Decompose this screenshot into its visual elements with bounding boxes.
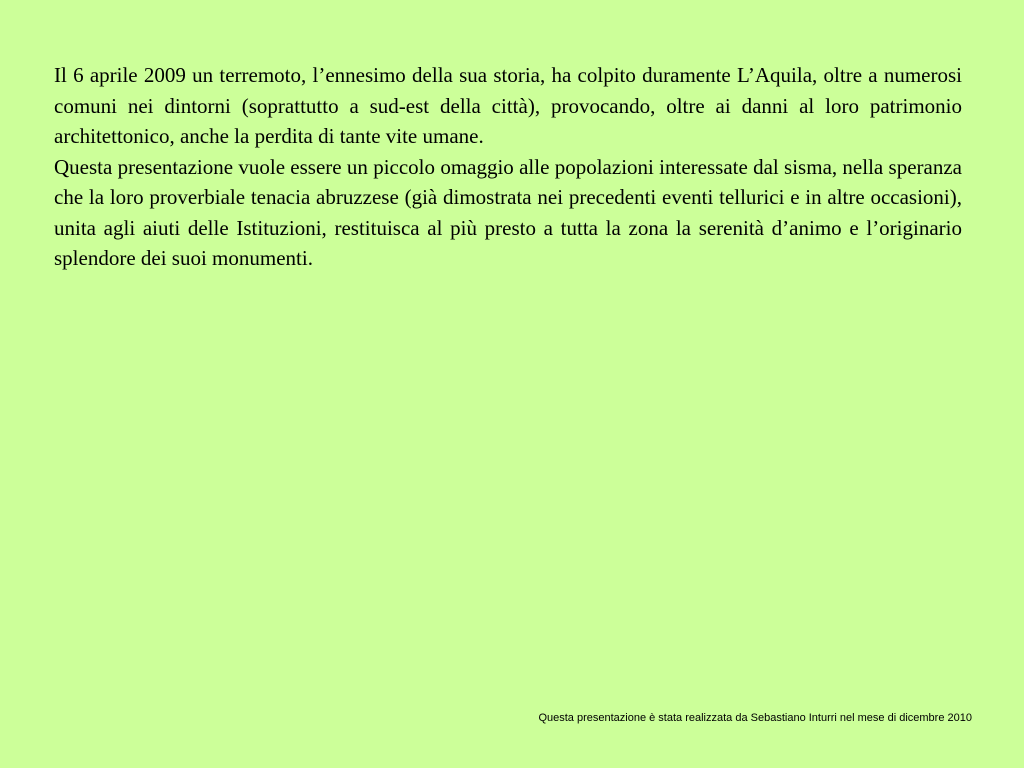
slide-body-text [54, 60, 962, 274]
slide-footer-credit: Questa presentazione è stata realizzata da Sebastiano Inturri nel mese di dicembre 2010 [538, 712, 972, 724]
intro-paragraph: Il 6 aprile 2009 un terremoto, l’ennesimo della sua storia, ha colpito duramente L’Aquila, oltre a numerosi comuni nei dintorni (soprattutto a sud-est della città), provocando, oltre ai danni al loro patrimonio architettonico, anche la perdita di tante vite umane. [54, 63, 962, 148]
dedication-paragraph: Questa presentazione vuole essere un piccolo omaggio alle popolazioni interessate dal sisma, nella speranza che la loro proverbiale tenacia abruzzese (già dimostrata nei precedenti eventi tellurici e in altre occasioni), unita agli aiuti delle Istituzioni, restituisca al più presto a tutta la zona la serenità d’animo e l’originario splendore dei suoi monumenti. [54, 154, 962, 270]
